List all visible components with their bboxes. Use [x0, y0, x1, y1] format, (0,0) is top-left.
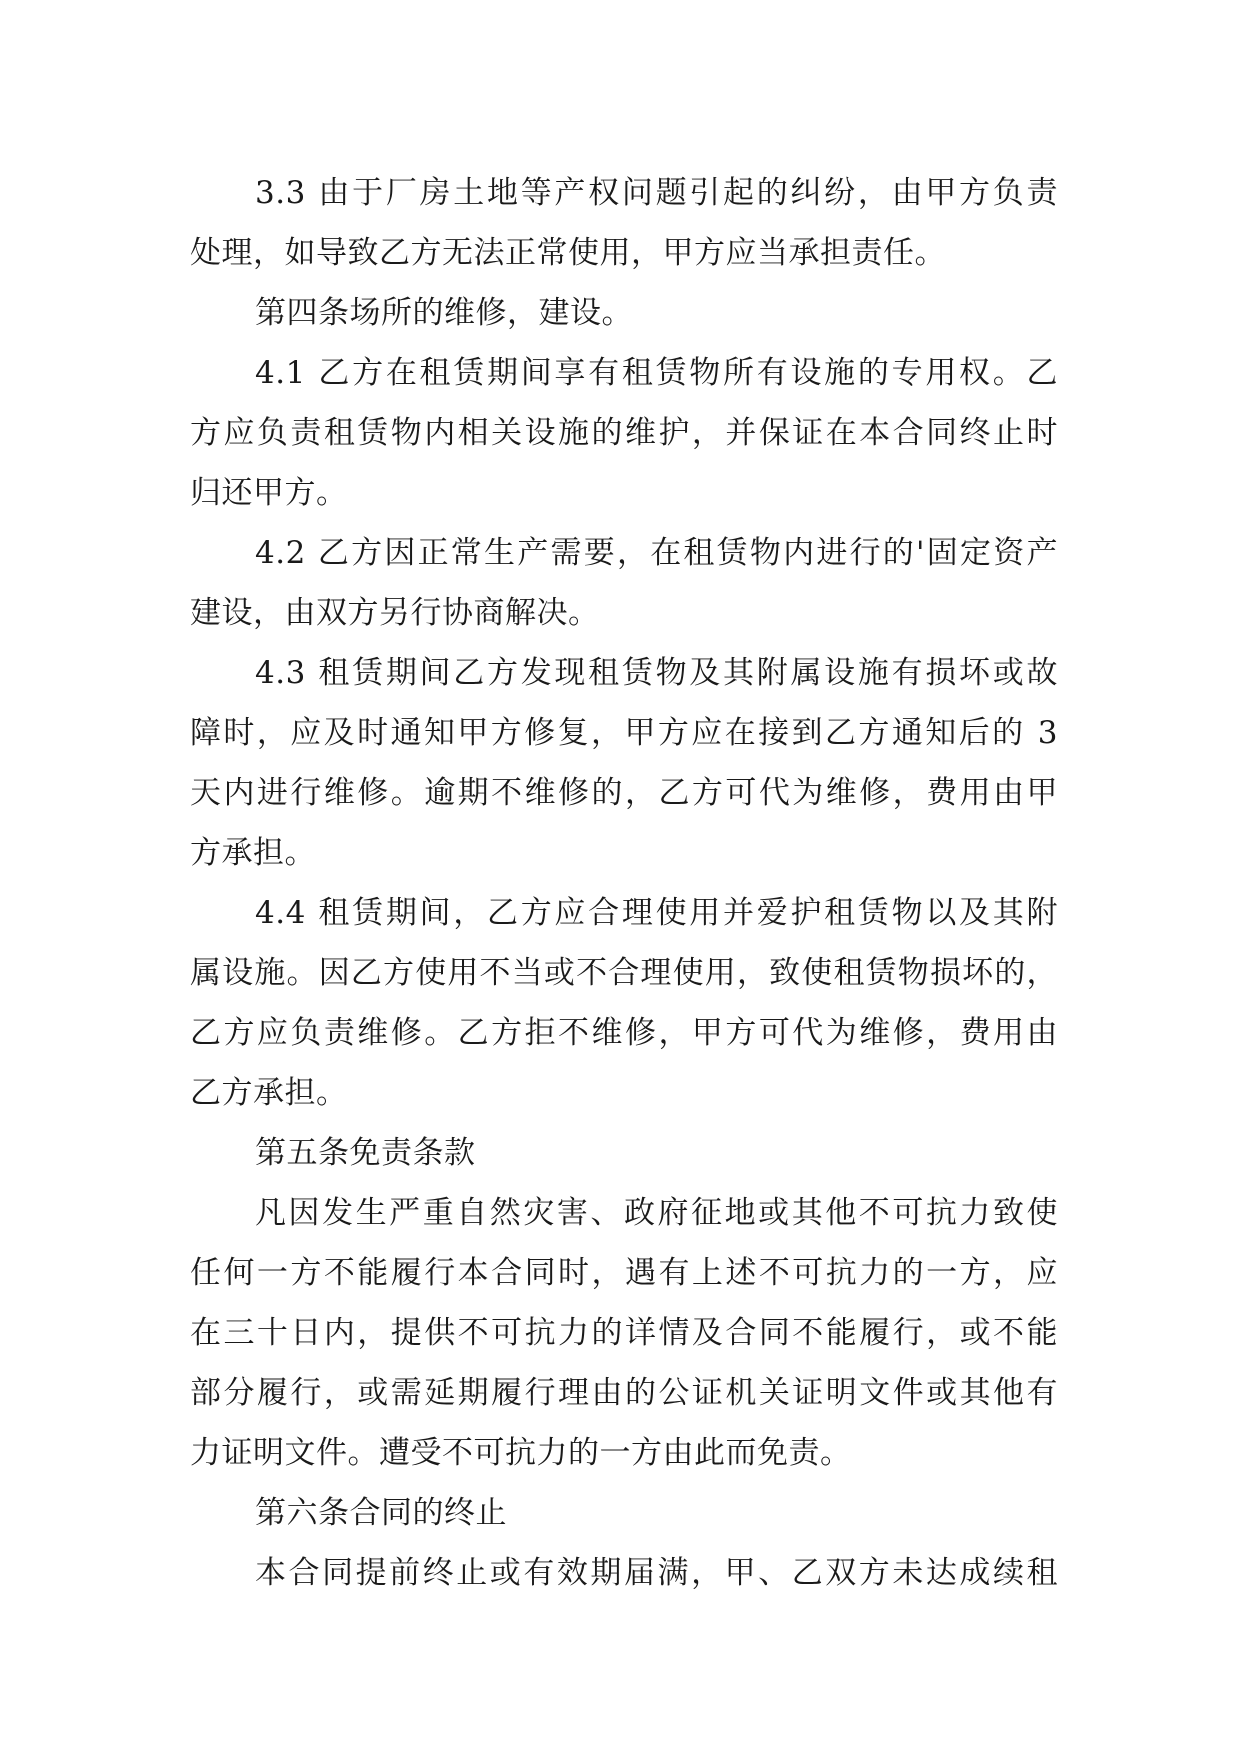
paragraph-4-3-line-2: 障时，应及时通知甲方修复，甲方应在接到乙方通知后的 3	[190, 715, 1058, 751]
paragraph-4-4-line-3: 乙方应负责维修。乙方拒不维修，甲方可代为维修，费用由	[190, 1015, 1058, 1051]
paragraph-4-3-line-4: 方承担。	[190, 835, 316, 871]
paragraph-3-3-line-1: 3.3 由于厂房土地等产权问题引起的纠纷，由甲方负责	[255, 175, 1058, 211]
paragraph-4-2-line-2: 建设，由双方另行协商解决。	[190, 595, 600, 631]
paragraph-4-1-line-2: 方应负责租赁物内相关设施的维护，并保证在本合同终止时	[190, 415, 1058, 451]
paragraph-4-2-line-1: 4.2 乙方因正常生产需要，在租赁物内进行的'固定资产	[255, 535, 1058, 571]
paragraph-4-3-line-1: 4.3 租赁期间乙方发现租赁物及其附属设施有损坏或故	[255, 655, 1058, 691]
section-6-heading: 第六条合同的终止	[255, 1495, 507, 1531]
paragraph-5-line-4: 部分履行，或需延期履行理由的公证机关证明文件或其他有	[190, 1375, 1058, 1411]
paragraph-4-3-line-3: 天内进行维修。逾期不维修的，乙方可代为维修，费用由甲	[190, 775, 1058, 811]
paragraph-4-4-line-2: 属设施。因乙方使用不当或不合理使用，致使租赁物损坏的，	[190, 955, 1058, 991]
paragraph-5-line-5: 力证明文件。遭受不可抗力的一方由此而免责。	[190, 1435, 852, 1471]
paragraph-5-line-1: 凡因发生严重自然灾害、政府征地或其他不可抗力致使	[255, 1195, 1058, 1231]
paragraph-4-4-line-4: 乙方承担。	[190, 1075, 348, 1111]
paragraph-5-line-2: 任何一方不能履行本合同时，遇有上述不可抗力的一方，应	[190, 1255, 1058, 1291]
paragraph-6-line-1: 本合同提前终止或有效期届满，甲、乙双方未达成续租	[255, 1555, 1058, 1591]
paragraph-4-1-line-1: 4.1 乙方在租赁期间享有租赁物所有设施的专用权。乙	[255, 355, 1058, 391]
document-body	[190, 163, 1058, 1603]
paragraph-4-1-line-3: 归还甲方。	[190, 475, 348, 511]
section-4-heading: 第四条场所的维修，建设。	[255, 295, 633, 331]
paragraph-5-line-3: 在三十日内，提供不可抗力的详情及合同不能履行，或不能	[190, 1315, 1058, 1351]
paragraph-4-4-line-1: 4.4 租赁期间，乙方应合理使用并爱护租赁物以及其附	[255, 895, 1058, 931]
paragraph-3-3-line-2: 处理，如导致乙方无法正常使用，甲方应当承担责任。	[190, 235, 946, 271]
section-5-heading: 第五条免责条款	[255, 1135, 476, 1171]
